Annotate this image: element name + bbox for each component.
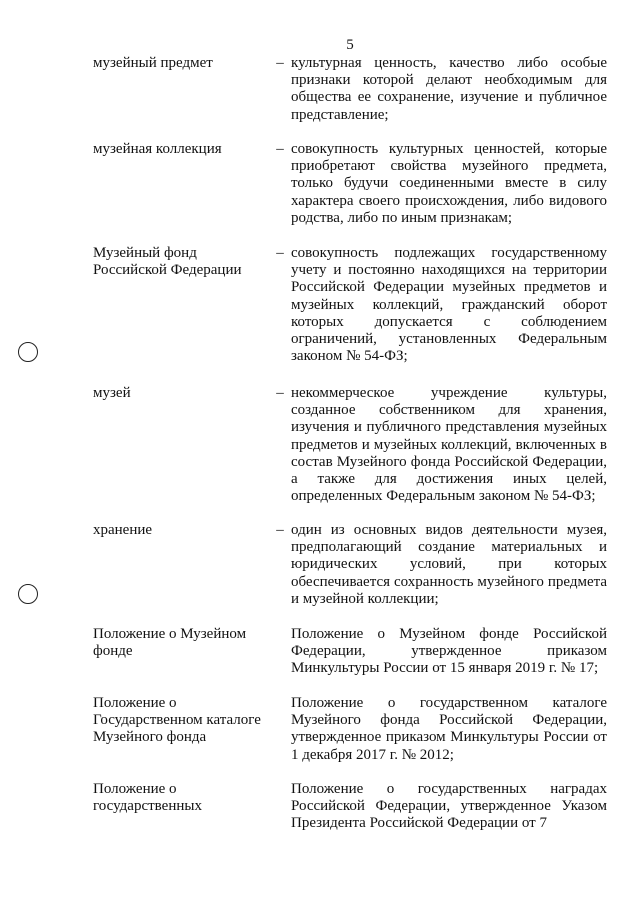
glossary-term: хранение (93, 522, 153, 538)
glossary-term: Положение о Государственном каталоге Музейного фонда (93, 695, 261, 746)
dash-separator: – (276, 245, 284, 261)
binder-hole-icon (18, 584, 38, 604)
glossary-definition: Положение о государственном каталоге Музейного фонда Российской Федерации, утвержденное приказом Минкультуры России от 1 декабря 2017 г. № 2012; (291, 695, 607, 763)
dash-separator: – (276, 385, 284, 401)
glossary-term: музейная коллекция (93, 141, 222, 157)
glossary-term: музейный предмет (93, 55, 213, 71)
glossary-term: Положение о Музейном фонде (93, 626, 247, 660)
page-number: 5 (346, 37, 354, 53)
glossary-definition: один из основных видов деятельности музея, предполагающий создание материальных и юридических условий, при которых обеспечивается сохранность музейного предмета и музейной коллекции; (291, 522, 607, 607)
glossary-term: Положение о государственных (93, 781, 202, 815)
dash-separator: – (276, 55, 284, 71)
glossary-definition: культурная ценность, качество либо особые признаки которой делают необходимым для общества ее сохранение, изучение и публичное представление; (291, 55, 607, 123)
glossary-definition: некоммерческое учреждение культуры, созданное собственником для хранения, изучения и публичного представления музейных предметов и музейных коллекций, включенных в состав Музейного фонда Российской Федерации, а также для достижения иных целей, определенных Федеральным законом № 54-ФЗ; (291, 385, 607, 505)
binder-hole-icon (18, 342, 38, 362)
glossary-definition: Положение о Музейном фонде Российской Федерации, утвержденное приказом Минкультуры России от 15 января 2019 г. № 17; (291, 626, 607, 677)
glossary-term: Музейный фонд Российской Федерации (93, 245, 242, 279)
dash-separator: – (276, 141, 284, 157)
glossary-term: музей (93, 385, 131, 401)
dash-separator: – (276, 522, 284, 538)
glossary-definition: совокупность подлежащих государственному учету и постоянно находящихся на территории Российской Федерации музейных предметов и музейных коллекций, гражданский оборот которых допускается с соблюдением ограничений, установленных Федеральным законом № 54-ФЗ; (291, 245, 607, 365)
glossary-definition: совокупность культурных ценностей, которые приобретают свойства музейного предмета, только будучи соединенными вместе в силу характера своего происхождения, либо видового родства, либо по иным признакам; (291, 141, 607, 226)
glossary-definition: Положение о государственных наградах Российской Федерации, утвержденное Указом Президента Российской Федерации от 7 (291, 781, 607, 832)
